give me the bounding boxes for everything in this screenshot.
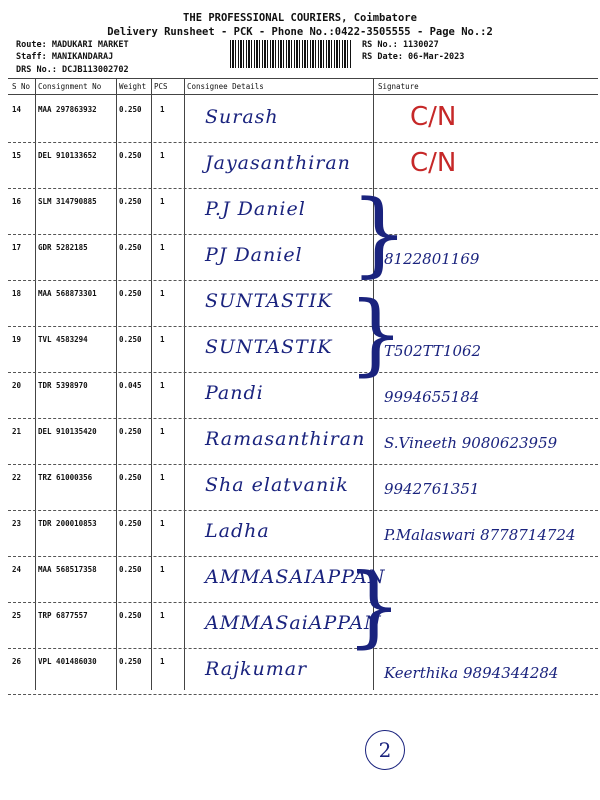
table-row [0, 512, 600, 558]
table-top-border [8, 78, 598, 79]
row-weight: 0.250 [119, 519, 142, 528]
table-row [0, 466, 600, 512]
row-signature: 9942761351 [384, 480, 480, 498]
col-header-sno: S No [12, 82, 31, 91]
col-header-consignment: Consignment No [38, 82, 102, 91]
row-divider [8, 418, 598, 419]
runsheet-subtitle: Delivery Runsheet - PCK - Phone No.:0422-3505555 - Page No.:2 [107, 26, 493, 38]
row-consignee-handwritten: Jayasanthiran [205, 152, 351, 174]
row-sno: 25 [12, 611, 22, 620]
row-divider [8, 602, 598, 603]
row-pcs: 1 [160, 657, 165, 666]
row-consignment-no: MAA 568517358 [38, 565, 97, 574]
row-weight: 0.250 [119, 197, 142, 206]
row-consignment-no: TRZ 61000356 [38, 473, 93, 482]
row-weight: 0.250 [119, 565, 142, 574]
row-sno: 20 [12, 381, 22, 390]
row-pcs: 1 [160, 565, 165, 574]
row-divider [8, 372, 598, 373]
row-pcs: 1 [160, 151, 165, 160]
row-signature: T502TT1062 [384, 342, 482, 360]
row-sno: 21 [12, 427, 22, 436]
row-pcs: 1 [160, 381, 165, 390]
row-signature: P.Malaswari 8778714724 [384, 526, 576, 544]
row-weight: 0.250 [119, 335, 142, 344]
route-label: Route: MADUKARI MARKET [16, 40, 129, 50]
row-pcs: 1 [160, 611, 165, 620]
row-sno: 22 [12, 473, 22, 482]
row-sno: 24 [12, 565, 22, 574]
row-weight: 0.250 [119, 289, 142, 298]
row-sno: 18 [12, 289, 22, 298]
row-weight: 0.250 [119, 427, 142, 436]
row-divider [8, 648, 598, 649]
table-row [0, 558, 600, 604]
row-divider [8, 326, 598, 327]
row-sno: 17 [12, 243, 22, 252]
table-row [0, 328, 600, 374]
row-consignee-handwritten: Rajkumar [205, 658, 308, 680]
row-divider [8, 142, 598, 143]
row-pcs: 1 [160, 243, 165, 252]
rs-date: RS Date: 06-Mar-2023 [362, 52, 465, 62]
row-weight: 0.250 [119, 473, 142, 482]
barcode [230, 40, 352, 68]
row-pcs: 1 [160, 519, 165, 528]
col-header-signature: Signature [378, 82, 419, 91]
row-sno: 16 [12, 197, 22, 206]
page-number-mark: 2 [365, 730, 405, 770]
row-consignee-handwritten: Pandi [205, 382, 264, 404]
row-signature: C/N [410, 102, 457, 132]
row-consignment-no: TVL 4583294 [38, 335, 88, 344]
header-bottom-border [8, 94, 598, 95]
row-divider [8, 510, 598, 511]
row-consignee-handwritten: SUNTASTIK [205, 290, 333, 312]
row-divider [8, 694, 598, 695]
row-sno: 14 [12, 105, 22, 114]
row-consignment-no: VPL 401486030 [38, 657, 97, 666]
row-sno: 23 [12, 519, 22, 528]
row-pcs: 1 [160, 427, 165, 436]
row-consignment-no: GDR 5282185 [38, 243, 88, 252]
row-consignment-no: MAA 568873301 [38, 289, 97, 298]
row-consignee-handwritten: AMMASaiAPPAN [205, 612, 382, 634]
staff-label: Staff: MANIKANDARAJ [16, 52, 114, 62]
row-pcs: 1 [160, 105, 165, 114]
row-pcs: 1 [160, 289, 165, 298]
table-row [0, 144, 600, 190]
row-sno: 26 [12, 657, 22, 666]
row-sno: 15 [12, 151, 22, 160]
row-consignee-handwritten: PJ Daniel [205, 244, 303, 266]
bracket-24-25: } [346, 554, 402, 657]
table-row [0, 374, 600, 420]
row-consignee-handwritten: SUNTASTIK [205, 336, 333, 358]
row-weight: 0.250 [119, 151, 142, 160]
company-title: THE PROFESSIONAL COURIERS, Coimbatore [183, 12, 417, 24]
row-consignment-no: MAA 297863932 [38, 105, 97, 114]
bracket-16-17: } [350, 180, 409, 287]
table-row [0, 420, 600, 466]
row-signature: 8122801169 [384, 250, 480, 268]
row-signature: Keerthika 9894344284 [384, 664, 559, 682]
row-consignee-handwritten: Ladha [205, 520, 270, 542]
row-divider [8, 234, 598, 235]
col-header-weight: Weight [119, 82, 147, 91]
table-row [0, 604, 600, 650]
table-row [0, 98, 600, 144]
row-consignment-no: TDR 200010853 [38, 519, 97, 528]
row-pcs: 1 [160, 473, 165, 482]
row-divider [8, 280, 598, 281]
table-row [0, 236, 600, 282]
table-row [0, 190, 600, 236]
row-consignment-no: DEL 910135420 [38, 427, 97, 436]
row-divider [8, 188, 598, 189]
col-header-pcs: PCS [154, 82, 168, 91]
row-consignment-no: DEL 910133652 [38, 151, 97, 160]
drs-number: DRS No.: DCJB113002702 [16, 65, 129, 75]
row-signature: C/N [410, 148, 457, 178]
col-header-consignee: Consignee Details [187, 82, 264, 91]
row-consignee-handwritten: Ramasanthiran [205, 428, 366, 450]
bracket-18-19: } [348, 282, 404, 385]
row-weight: 0.250 [119, 105, 142, 114]
rs-number: RS No.: 1130027 [362, 40, 439, 50]
row-weight: 0.250 [119, 657, 142, 666]
row-signature: S.Vineeth 9080623959 [384, 434, 558, 452]
row-consignment-no: TDR 5398970 [38, 381, 88, 390]
table-row [0, 282, 600, 328]
row-consignee-handwritten: AMMASAIAPPAN [205, 566, 386, 588]
row-pcs: 1 [160, 197, 165, 206]
table-row [0, 650, 600, 696]
row-divider [8, 464, 598, 465]
row-signature: 9994655184 [384, 388, 480, 406]
row-weight: 0.045 [119, 381, 142, 390]
row-divider [8, 556, 598, 557]
row-pcs: 1 [160, 335, 165, 344]
row-consignment-no: SLM 314790885 [38, 197, 97, 206]
row-consignment-no: TRP 6877557 [38, 611, 88, 620]
row-consignee-handwritten: Surash [205, 106, 279, 128]
row-consignee-handwritten: P.J Daniel [205, 198, 306, 220]
row-sno: 19 [12, 335, 22, 344]
row-weight: 0.250 [119, 243, 142, 252]
row-consignee-handwritten: Sha elatvanik [205, 474, 349, 496]
row-weight: 0.250 [119, 611, 142, 620]
